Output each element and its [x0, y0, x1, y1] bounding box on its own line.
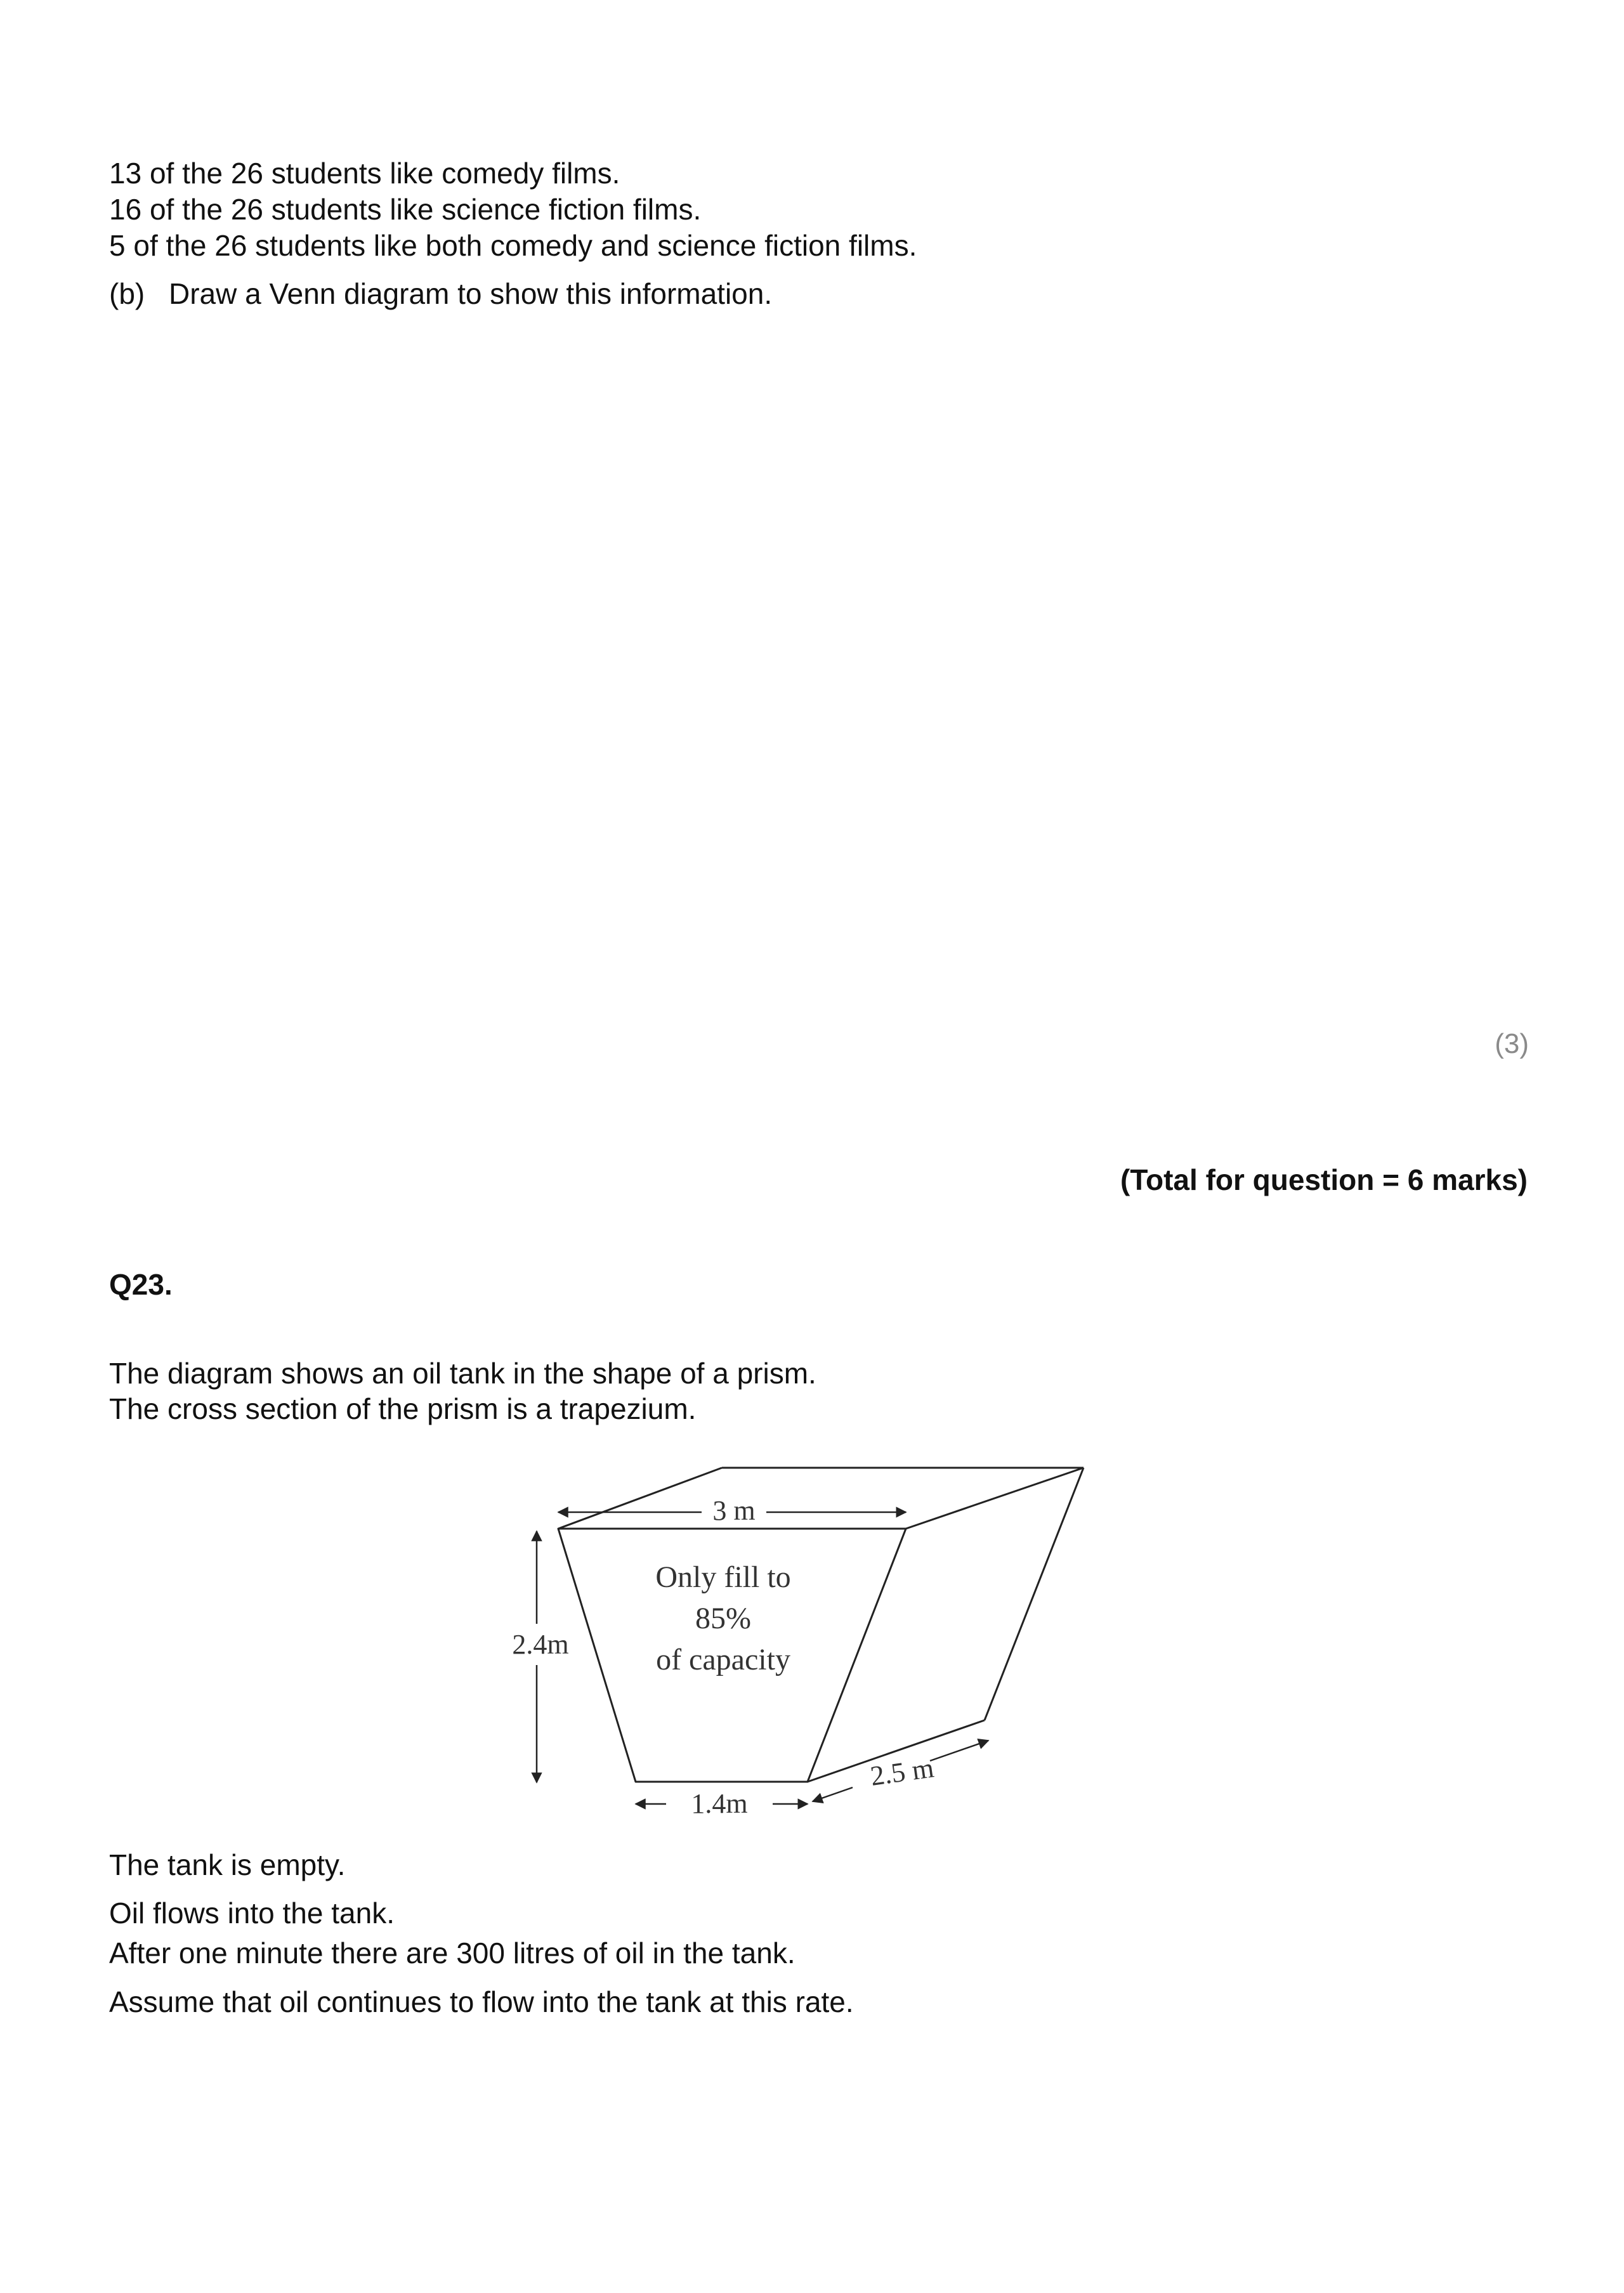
- depth-arrow-upper: [930, 1741, 988, 1761]
- q23-text-2: Oil flows into the tank.: [109, 1897, 395, 1930]
- label-fill-note-2: 85%: [695, 1602, 751, 1635]
- label-bottom-width: 1.4m: [691, 1788, 748, 1819]
- question-number: Q23.: [109, 1268, 173, 1301]
- question-part-b: [109, 276, 772, 311]
- part-b-label: (b): [109, 277, 145, 310]
- info-both: 5 of the 26 students like both comedy and science fiction films.: [109, 229, 917, 262]
- label-depth: 2.5 m: [868, 1752, 936, 1792]
- label-top-width: 3 m: [712, 1495, 756, 1526]
- label-height: 2.4m: [512, 1629, 569, 1660]
- depth-arrow-lower: [813, 1787, 853, 1801]
- back-right-slant-edge: [985, 1468, 1084, 1720]
- q23-intro-1: The diagram shows an oil tank in the shape of a prism.: [109, 1357, 816, 1390]
- question-total: (Total for question = 6 marks): [1120, 1163, 1528, 1196]
- top-right-depth-edge: [906, 1468, 1084, 1529]
- top-left-depth-edge: [558, 1468, 722, 1529]
- label-fill-note-3: of capacity: [656, 1643, 790, 1676]
- answer-space[interactable]: [109, 330, 1529, 1002]
- part-b-text: Draw a Venn diagram to show this information.: [169, 277, 773, 310]
- q23-text-3: After one minute there are 300 litres of oil in the tank.: [109, 1937, 796, 1970]
- label-fill-note-1: Only fill to: [655, 1560, 791, 1594]
- q23-text-4: Assume that oil continues to flow into the tank at this rate.: [109, 1985, 854, 2018]
- info-comedy: 13 of the 26 students like comedy films.: [109, 157, 620, 190]
- oil-tank-diagram: [469, 1440, 1104, 1846]
- part-b-marks: (3): [1495, 1028, 1529, 1059]
- q23-intro-2: The cross section of the prism is a trapezium.: [109, 1392, 697, 1425]
- q23-text-1: The tank is empty.: [109, 1848, 346, 1881]
- info-scifi: 16 of the 26 students like science fiction films.: [109, 193, 702, 226]
